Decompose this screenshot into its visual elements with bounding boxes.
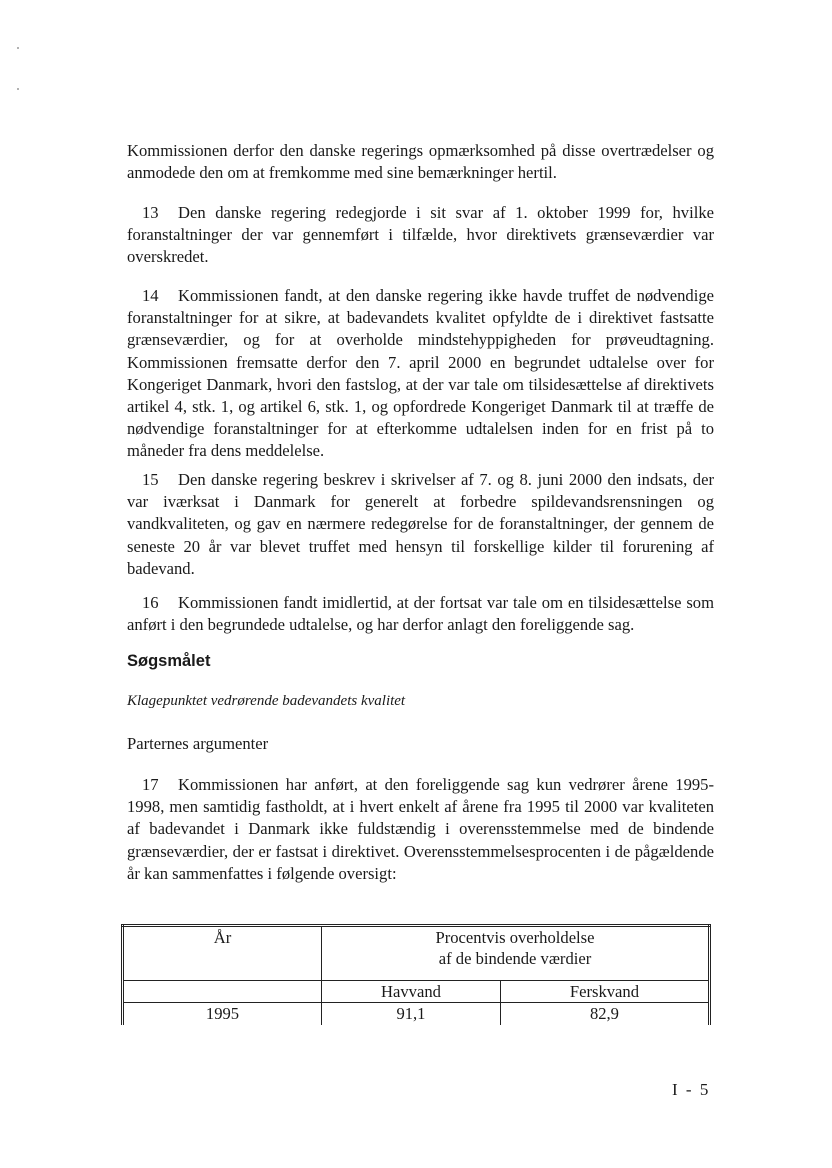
cell-fresh: 82,9 [500,1003,709,1026]
paragraph-text: Den danske regering beskrev i skrivelser af 7. og 8. juni 2000 den indsats, der var iværksat i Danmark for generelt at forbedre spildevandsrensningen og vandkvaliteten, og gav en nærmere redegørelse for de foranstaltninger, der gennem de seneste 20 år var blevet truffet med hensyn til forskellige kilder til forurening af badevand. [127,470,714,578]
paragraph-13 [127,202,714,269]
header-sea: Havvand [322,981,501,1003]
paragraph-number: 15 [142,470,159,489]
paragraph-text: Kommissionen har anført, at den foreliggende sag kun vedrører årene 1995-1998, men samtidig fastholdt, at i hvert enkelt af årene fra 1995 til 2000 var kvaliteten af badevandet i Danmark ikke fuldstændig i overensstemmelse med de bindende grænseværdier, der er fastsat i direktivet. Overensstemmelsesprocenten i de pågældende år kan sammenfattes i følgende oversigt: [127,775,714,883]
compliance-table [121,924,711,1025]
header-fresh: Ferskvand [500,981,709,1003]
paragraph-number: 17 [142,775,159,794]
page-number: I - 5 [672,1080,711,1099]
subsubsection-heading: Parternes argumenter [127,734,269,753]
header-year: År [123,926,322,981]
paragraph-number: 14 [142,286,159,305]
paragraph-15 [127,469,714,580]
header-percentage [322,926,710,981]
paragraph-text: Den danske regering redegjorde i sit svar af 1. oktober 1999 for, hvilke foranstaltninger der var gennemført i tilfælde, hvor direktivets grænseværdier var overskredet. [127,203,714,267]
table-subheader-row [123,981,710,1003]
table-row [123,1003,710,1026]
paragraph-14 [127,285,714,463]
paragraph-16 [127,592,714,636]
paragraph-text: Kommissionen derfor den danske regerings opmærksomhed på disse overtrædelser og anmodede den om at fremkomme med sine bemærkninger hertil. [127,141,714,183]
section-heading: Søgsmålet [127,652,211,670]
header-percentage-line2: af de bindende værdier [438,949,592,968]
paragraph-number: 13 [142,203,159,222]
subsection-heading: Klagepunktet vedrørende badevandets kvalitet [127,693,406,709]
subheader-empty [123,981,322,1003]
cell-year: 1995 [123,1003,322,1026]
scan-speck [17,88,19,90]
scan-speck [17,47,19,49]
cell-sea: 91,1 [322,1003,501,1026]
table-header-row [123,926,710,981]
paragraph-text: Kommissionen fandt imidlertid, at der fortsat var tale om en tilsidesættelse som anført i den begrundede udtalelse, og har derfor anlagt den foreliggende sag. [127,593,714,635]
header-percentage-line1: Procentvis overholdelse [435,928,595,947]
paragraph-continued [127,140,714,184]
paragraph-number: 16 [142,593,159,612]
paragraph-text: Kommissionen fandt, at den danske regering ikke havde truffet de nødvendige foranstaltninger for at sikre, at badevandets kvalitet opfyldte de i direktivet fastsatte grænseværdier, og for at overholde mindstehyppigheden for prøveudtagning. Kommissionen fremsatte derfor den 7. april 2000 en begrundet udtalelse over for Kongeriget Danmark, hvori den fastslog, at der var tale om tilsidesættelse af direktivets artikel 4, stk. 1, og artikel 6, stk. 1, og opfordrede Kongeriget Danmark til at træffe de nødvendige foranstaltninger for at efterkomme udtalelsen inden for en frist på to måneder fra dens meddelelse. [127,286,714,461]
paragraph-17 [127,774,714,885]
